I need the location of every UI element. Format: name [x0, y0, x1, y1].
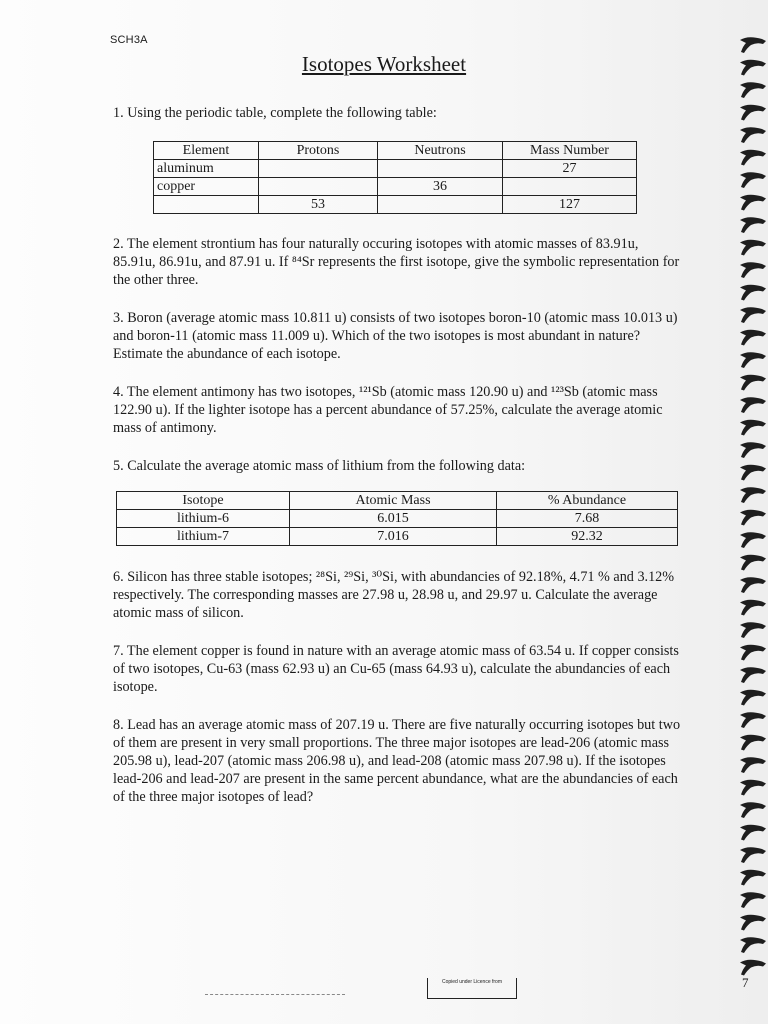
- table-header-cell: % Abundance: [497, 492, 678, 510]
- spiral-coil: [740, 555, 766, 571]
- spiral-coil: [740, 195, 766, 211]
- table-header-cell: Atomic Mass: [290, 492, 497, 510]
- table-cell: 53: [259, 196, 378, 214]
- spiral-coil: [740, 577, 766, 593]
- spiral-coil: [740, 465, 766, 481]
- spiral-coil: [740, 915, 766, 931]
- spiral-coil: [740, 330, 766, 346]
- question-2: 2. The element strontium has four naturally occuring isotopes with atomic masses of 83.91u, 85.91u, 86.91u, and 87.91 u. If ⁸⁴Sr represents the first isotope, give the symbolic representation for the other three.: [113, 236, 680, 288]
- table-cell: [154, 196, 259, 214]
- page-number: 7: [742, 975, 749, 990]
- table-header-cell: Mass Number: [503, 142, 637, 160]
- spiral-coil: [740, 240, 766, 256]
- table-cell: [378, 160, 503, 178]
- page-title: Isotopes Worksheet: [301, 52, 467, 76]
- spiral-coil: [740, 307, 766, 323]
- question-6: 6. Silicon has three stable isotopes; ²⁸Si, ²⁹Si, ³⁰Si, with abundancies of 92.18%, 4.71 % and 3.12% respectively. The corresponding masses are 27.98 u, 28.98 u, and 29.97 u. Calculate the average atomic mass of silicon.: [113, 569, 675, 621]
- table-header-cell: Element: [154, 142, 259, 160]
- table-cell: [259, 160, 378, 178]
- question-7: 7. The element copper is found in nature with an average atomic mass of 63.54 u. If copper consists of two isotopes, Cu-63 (mass 62.93 u) an Cu-65 (mass 64.93 u), calculate the abundancies of each isotope.: [113, 643, 679, 695]
- question-4: 4. The element antimony has two isotopes, ¹²¹Sb (atomic mass 120.90 u) and ¹²³Sb (atomic mass 122.90 u). If the lighter isotope has a percent abundance of 57.25%, calculate the average atomic mass of antimony.: [113, 384, 663, 436]
- spiral-coil: [740, 285, 766, 301]
- spiral-coil: [740, 757, 766, 773]
- spiral-coil: [740, 217, 766, 233]
- table-cell: 127: [503, 196, 637, 214]
- spiral-coil: [740, 397, 766, 413]
- spiral-coil: [740, 735, 766, 751]
- spiral-coil: [740, 802, 766, 818]
- spiral-coil: [740, 622, 766, 638]
- table-header-cell: Neutrons: [378, 142, 503, 160]
- table-header-cell: Isotope: [117, 492, 290, 510]
- spiral-coil: [740, 870, 766, 886]
- spiral-coil: [740, 510, 766, 526]
- spiral-coil: [740, 60, 766, 76]
- spiral-coil: [740, 712, 766, 728]
- spiral-coil: [740, 262, 766, 278]
- table-row: [117, 528, 678, 546]
- spiral-coil: [740, 352, 766, 368]
- copyright-stamp: [427, 978, 517, 999]
- spiral-coil: [740, 82, 766, 98]
- table-cell: [378, 196, 503, 214]
- table-cell: 92.32: [497, 528, 678, 546]
- table-row: [117, 510, 678, 528]
- lithium-isotope-table: [116, 491, 678, 546]
- table-cell: aluminum: [154, 160, 259, 178]
- spiral-coil: [740, 172, 766, 188]
- spiral-coil: [740, 892, 766, 908]
- spiral-coil: [740, 37, 766, 53]
- spiral-coil: [740, 442, 766, 458]
- spiral-coil: [740, 375, 766, 391]
- spiral-coil: [740, 420, 766, 436]
- spiral-coil: [740, 960, 766, 976]
- spiral-coil: [740, 105, 766, 121]
- table-cell: 7.68: [497, 510, 678, 528]
- spiral-coil: [740, 127, 766, 143]
- spiral-coil: [740, 667, 766, 683]
- table-cell: [503, 178, 637, 196]
- table-header-row: [154, 142, 637, 160]
- periodic-table-exercise: [153, 141, 637, 214]
- table-cell: 6.015: [290, 510, 497, 528]
- spiral-coil: [740, 600, 766, 616]
- table-cell: 36: [378, 178, 503, 196]
- question-3: 3. Boron (average atomic mass 10.811 u) consists of two isotopes boron-10 (atomic mass 10.013 u) and boron-11 (atomic mass 11.009 u). Which of the two isotopes is most abundant in nature? Estimate the abundance of each isotope.: [113, 310, 678, 362]
- footer-divider: [205, 994, 345, 997]
- spiral-coil: [740, 150, 766, 166]
- table-cell: [259, 178, 378, 196]
- question-8: 8. Lead has an average atomic mass of 207.19 u. There are five naturally occurring isotopes but two of them are present in very small proportions. The three major isotopes are lead-206 (atomic mass 205.98 u), lead-207 (atomic mass 206.98 u), and lead-208 (atomic mass 207.98 u). If the isotopes lead-206 and lead-207 are present in the same percent abundance, what are the abundancies of each of the three major isotopes of lead?: [113, 717, 681, 805]
- table-row: [154, 196, 637, 214]
- spiral-coil: [740, 690, 766, 706]
- table-cell: 7.016: [290, 528, 497, 546]
- spiral-coil: [740, 487, 766, 503]
- table-cell: 27: [503, 160, 637, 178]
- table-row: [154, 160, 637, 178]
- spiral-coil: [740, 645, 766, 661]
- spiral-coil: [740, 937, 766, 953]
- spiral-coil: [740, 825, 766, 841]
- spiral-coil: [740, 847, 766, 863]
- course-code: SCH3A: [110, 34, 148, 46]
- question-5: 5. Calculate the average atomic mass of lithium from the following data:: [113, 458, 526, 474]
- question-1: 1. Using the periodic table, complete the following table:: [113, 105, 437, 121]
- table-cell: lithium-6: [117, 510, 290, 528]
- table-header-cell: Protons: [259, 142, 378, 160]
- spiral-binding: [734, 30, 768, 990]
- table-cell: copper: [154, 178, 259, 196]
- stamp-text: Copied under Licence from: [441, 979, 503, 985]
- table-header-row: [117, 492, 678, 510]
- spiral-coil: [740, 532, 766, 548]
- table-row: [154, 178, 637, 196]
- spiral-coil: [740, 780, 766, 796]
- table-cell: lithium-7: [117, 528, 290, 546]
